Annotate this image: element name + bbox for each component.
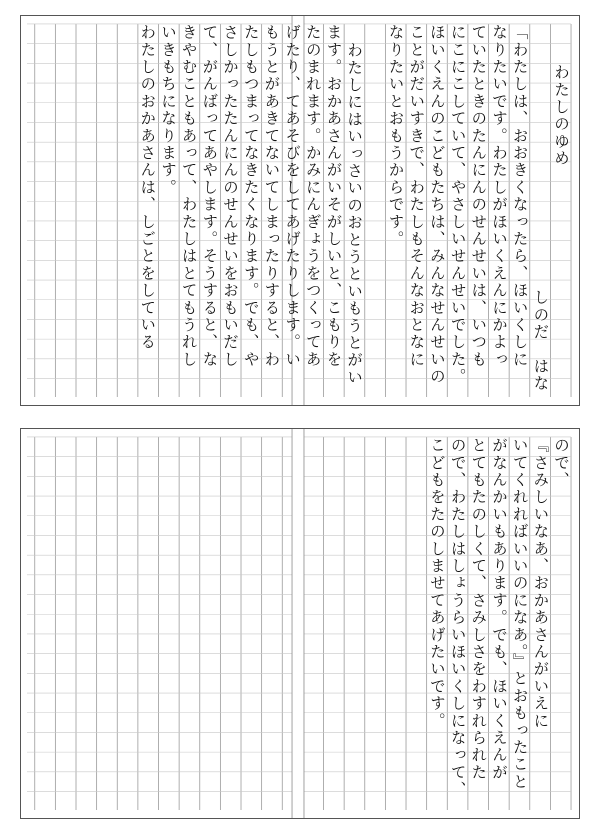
text-line: たのまれます。かみにんぎょうをつくってあ: [303, 24, 322, 368]
text-line: きやむこともあって、わたしはとてもうれし: [179, 24, 198, 368]
text-line: わたしにはいっさいのおとうといもうとがい: [345, 42, 364, 386]
text-line: ので、: [552, 437, 570, 489]
text-line: て、がんばってあやします。そうすると、な: [200, 24, 219, 368]
text-line: ほいくえんのこどもたちは、みんなせんせいの: [427, 24, 446, 386]
text-line: さしかったたんにんのせんせいをおもいだし: [221, 24, 239, 368]
text-line: とてもたのしくて、さみしさをわすれられた: [469, 437, 488, 781]
author-name: しのだ はな: [531, 289, 550, 393]
text-line: げたり、てあそびをしてあげたりします。い: [283, 24, 302, 368]
text-line: なりたいとおもうからです。: [386, 24, 405, 248]
text-line: こどもをたのしませてあげたいです。: [427, 437, 446, 730]
text-line: わたしのおかあさんは、しごとをしている: [138, 24, 157, 351]
text-line: ます。おかあさんがいそがしいと、こもりを: [324, 24, 343, 368]
text-line: いきもちになります。: [158, 24, 177, 196]
text-line: ので、わたしはしょうらいほいくしになって、: [448, 437, 467, 799]
manuscript-sheet-bottom: [20, 428, 580, 819]
blank-line: [364, 24, 385, 397]
text-line: にこにこしていて、やさしいせんせいでした。: [448, 24, 467, 386]
text-line: いてくれればいいのになあ。』とおもったこと: [510, 437, 529, 791]
text-line: たしもつまってなきたくなります。でも、や: [241, 24, 260, 368]
text-line: 『さみしいなあ、おかあさんがいえに: [531, 437, 550, 730]
manuscript-sheet-top: [20, 15, 580, 406]
text-columns-bottom: [27, 437, 571, 810]
text-line: ていたときのたんにんのせんせいは、いつも: [469, 24, 488, 368]
text-line: ことがだいすきで、わたしもそんなおとなに: [407, 24, 426, 368]
text-line: 「わたしは、おおきくなったら、ほいくしに: [510, 24, 529, 368]
text-line: なりたいです。わたしがほいくえんにかよっ: [489, 24, 508, 368]
text-line: がなんかいもあります。でも、ほいくえんが: [489, 437, 508, 781]
text-line: もうとがあきてないてしまったりすると、わ: [262, 24, 281, 368]
text-columns-top: [27, 24, 571, 397]
essay-title: わたしのゆめ: [552, 64, 570, 168]
